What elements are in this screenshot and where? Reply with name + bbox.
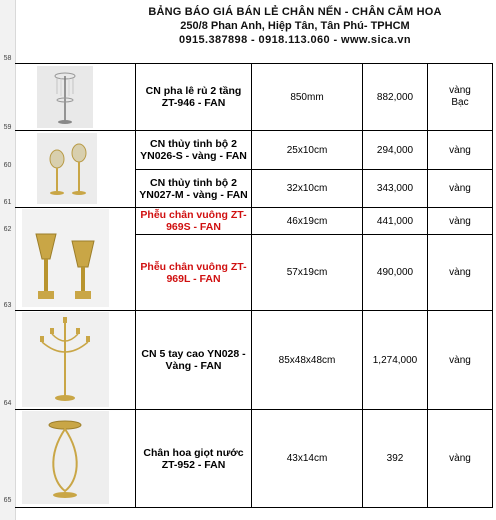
- product-size: 25x10cm: [286, 144, 328, 156]
- flower-stand-icon: [22, 411, 109, 504]
- product-name: Phễu chân vuông ZT-969L - FAN: [140, 260, 247, 285]
- product-price: 490,000: [376, 267, 414, 278]
- row-header-column: [0, 0, 16, 520]
- row-number[interactable]: 62: [3, 226, 12, 233]
- product-name: Phễu chân vuông ZT-969S - FAN: [140, 209, 247, 233]
- product-photo-five-arm-candelabra: [22, 312, 109, 407]
- row-number[interactable]: 64: [3, 400, 12, 407]
- row-number[interactable]: 59: [3, 124, 12, 131]
- product-size: 850mm: [290, 91, 324, 103]
- product-size: 43x14cm: [286, 453, 328, 464]
- product-size: 57x19cm: [286, 267, 328, 278]
- product-photo-candelabra-crystal: [37, 66, 93, 128]
- candelabra-icon: [22, 312, 109, 407]
- product-photo-teardrop-flower-stand: [22, 411, 109, 504]
- product-name: CN pha lê rủ 2 tầng ZT-946 - FAN: [145, 85, 242, 109]
- product-size: 85x48x48cm: [278, 354, 336, 366]
- address-line: 250/8 Phan Anh, Hiệp Tân, Tân Phú- TPHCM: [180, 20, 410, 32]
- product-color: vàng: [449, 215, 471, 227]
- contact-line: 0915.387898 - 0918.113.060 - www.sica.vn: [178, 34, 412, 46]
- product-name: CN thủy tinh bộ 2 YN027-M - vàng - FAN: [139, 176, 248, 201]
- product-color: vàng: [449, 267, 471, 278]
- price-list-header: [100, 6, 490, 46]
- product-price: 441,000: [376, 215, 414, 227]
- product-color: vàng: [449, 144, 471, 156]
- product-color: vàng: [449, 453, 471, 464]
- page-title: BẢNG BÁO GIÁ BÁN LẺ CHÂN NẾN - CHÂN CẮM HOA: [148, 6, 442, 18]
- product-color: vàng Bạc: [449, 85, 471, 108]
- product-price: 294,000: [376, 144, 414, 156]
- row-number[interactable]: 61: [3, 199, 12, 206]
- product-name: CN 5 tay cao YN028 - Vàng - FAN: [141, 348, 246, 372]
- product-price: 343,000: [376, 183, 414, 194]
- funnel-vase-icon: [22, 209, 109, 307]
- product-price: 392: [386, 453, 404, 464]
- product-size: 46x19cm: [286, 215, 328, 227]
- product-size: 32x10cm: [286, 183, 328, 194]
- product-color: vàng: [449, 183, 471, 194]
- product-photo-gold-funnel-vase: [22, 209, 109, 307]
- product-color: vàng: [449, 354, 471, 366]
- row-number[interactable]: 60: [3, 162, 12, 169]
- product-name: CN thủy tinh bộ 2 YN026-S - vàng - FAN: [140, 138, 247, 162]
- product-photo-glass-candle-set: [37, 133, 97, 204]
- product-price: 882,000: [376, 91, 414, 103]
- product-name: Chân hoa giọt nước ZT-952 - FAN: [143, 446, 244, 471]
- candle-holder-icon: [37, 66, 93, 128]
- row-number[interactable]: 63: [3, 302, 12, 309]
- product-price: 1,274,000: [372, 354, 418, 366]
- glass-candle-icon: [37, 133, 97, 204]
- row-number[interactable]: 65: [3, 497, 12, 504]
- row-number[interactable]: 58: [3, 55, 12, 62]
